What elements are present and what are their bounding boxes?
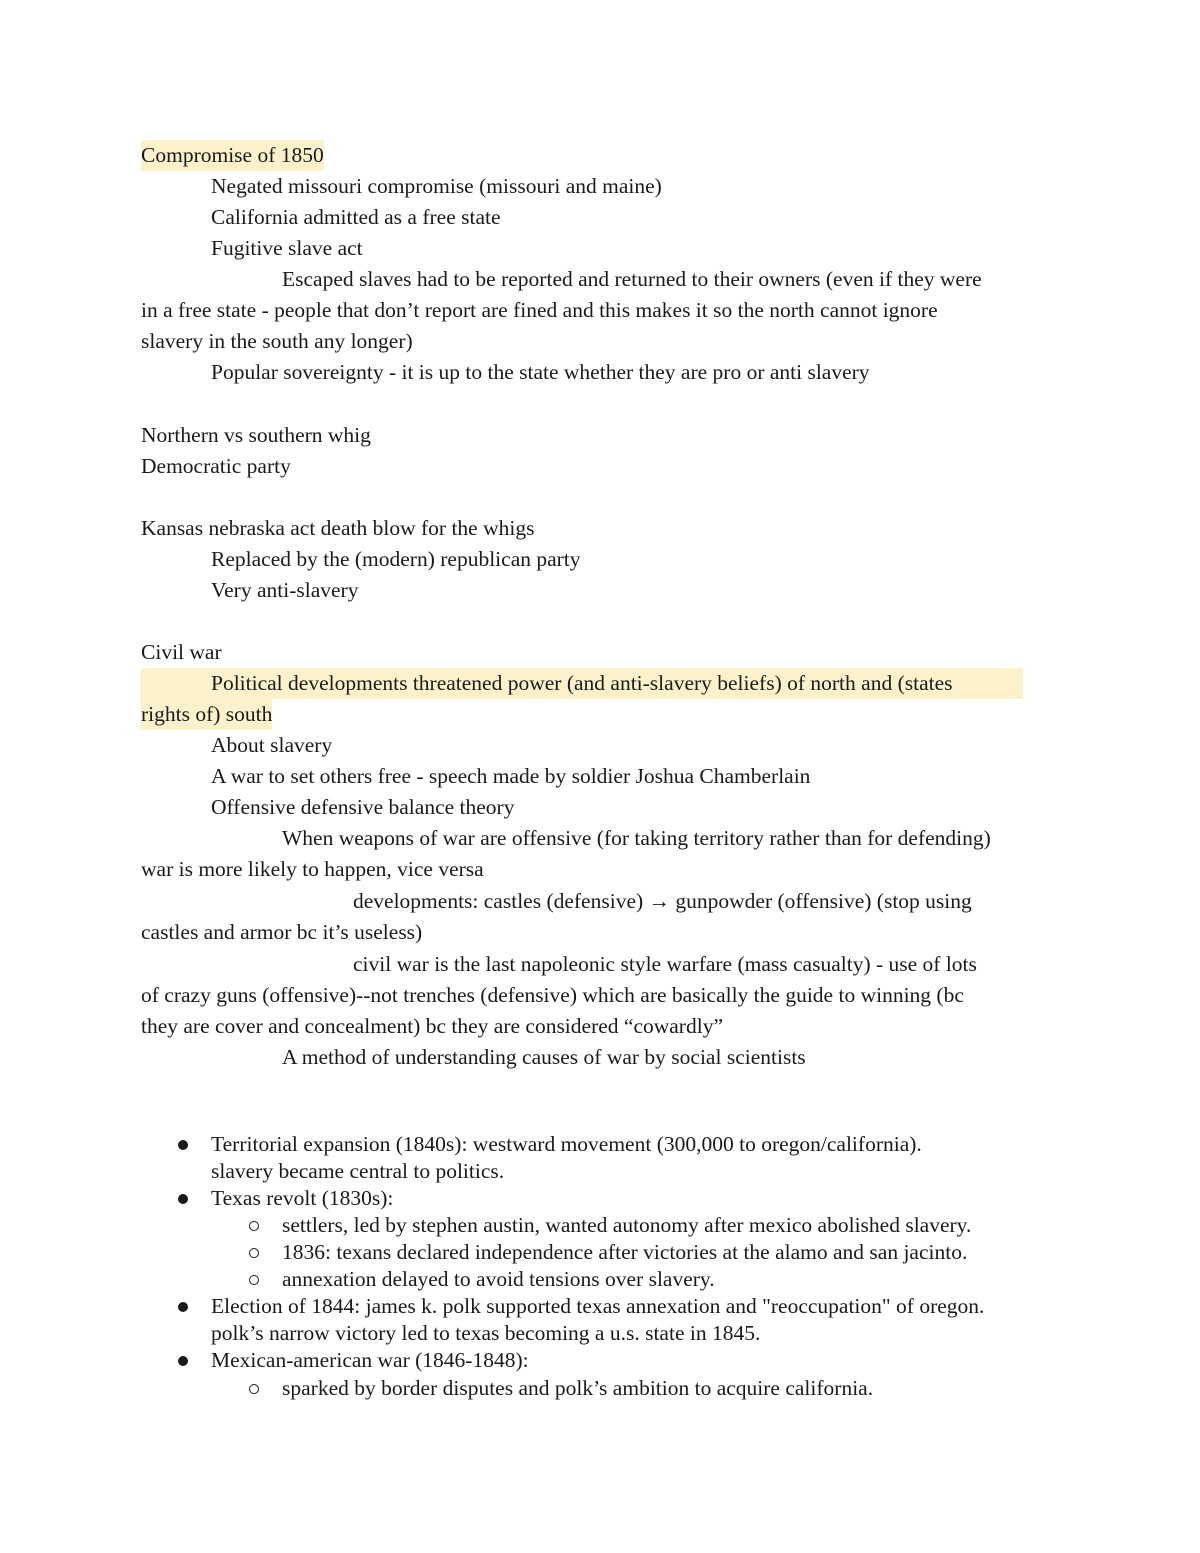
compromise-item-fugitive: Fugitive slave act: [211, 236, 363, 260]
method-line: A method of understanding causes of war by social scientists: [282, 1045, 806, 1069]
kansas-heading: Kansas nebraska act death blow for the whigs: [141, 516, 535, 540]
bullet-territorial-line-1: Territorial expansion (1840s): westward movement (300,000 to oregon/california).: [211, 1132, 922, 1156]
sub-bullet-annexation: annexation delayed to avoid tensions over slavery.: [282, 1267, 715, 1291]
fugitive-detail-line-2: in a free state - people that don’t report are fined and this makes it so the north cannot ignore: [141, 298, 938, 322]
bullet-election-line-1: Election of 1844: james k. polk supported texas annexation and "reoccupation" of oregon.: [211, 1294, 985, 1318]
civil-war-item-speech: A war to set others free - speech made by soldier Joshua Chamberlain: [211, 764, 811, 788]
sub-bullet-1836: 1836: texans declared independence after victories at the alamo and san jacinto.: [282, 1240, 968, 1264]
compromise-heading: Compromise of 1850: [141, 140, 324, 171]
civil-war-political-line-1: Political developments threatened power (and anti-slavery beliefs) of north and (states: [211, 671, 953, 695]
civil-war-heading: Civil war: [141, 640, 222, 664]
kansas-item-anti-slavery: Very anti-slavery: [211, 578, 359, 602]
fugitive-detail-line-1: Escaped slaves had to be reported and returned to their owners (even if they were: [282, 267, 982, 291]
theory-line-2: war is more likely to happen, vice versa: [141, 857, 484, 881]
sub-bullet-border-disputes: sparked by border disputes and polk’s ambition to acquire california.: [282, 1376, 874, 1400]
developments-line-1: developments: castles (defensive) → gunpowder (offensive) (stop using: [353, 889, 972, 913]
theory-line-1: When weapons of war are offensive (for taking territory rather than for defending): [282, 826, 991, 850]
bullet-icon: [178, 1302, 188, 1312]
parties-whig: Northern vs southern whig: [141, 423, 371, 447]
civil-war-item-about: About slavery: [211, 733, 333, 757]
kansas-item-republican: Replaced by the (modern) republican party: [211, 547, 581, 571]
parties-democratic: Democratic party: [141, 454, 291, 478]
sub-bullet-icon: [249, 1384, 259, 1394]
compromise-item-california: California admitted as a free state: [211, 205, 501, 229]
bullet-territorial-line-2: slavery became central to politics.: [211, 1159, 505, 1183]
sub-bullet-settlers: settlers, led by stephen austin, wanted autonomy after mexico abolished slavery.: [282, 1213, 972, 1237]
napoleonic-line-2: of crazy guns (offensive)--not trenches (defensive) which are basically the guide to winning (bc: [141, 983, 964, 1007]
compromise-item-negated: Negated missouri compromise (missouri and maine): [211, 174, 662, 198]
bullet-icon: [178, 1356, 188, 1366]
bullet-mexican-american-war: Mexican-american war (1846-1848):: [211, 1348, 529, 1372]
sub-bullet-icon: [249, 1221, 259, 1231]
fugitive-detail-line-3: slavery in the south any longer): [141, 329, 413, 353]
napoleonic-line-3: they are cover and concealment) bc they are considered “cowardly”: [141, 1014, 723, 1038]
sub-bullet-icon: [249, 1275, 259, 1285]
bullet-icon: [178, 1140, 188, 1150]
civil-war-political-line-2: rights of) south: [141, 699, 272, 730]
bullet-election-line-2: polk’s narrow victory led to texas becoming a u.s. state in 1845.: [211, 1321, 761, 1345]
civil-war-item-theory: Offensive defensive balance theory: [211, 795, 515, 819]
bullet-icon: [178, 1194, 188, 1204]
napoleonic-line-1: civil war is the last napoleonic style warfare (mass casualty) - use of lots: [353, 952, 977, 976]
compromise-item-popular-sovereignty: Popular sovereignty - it is up to the state whether they are pro or anti slavery: [211, 360, 870, 384]
developments-line-2: castles and armor bc it’s useless): [141, 920, 423, 944]
sub-bullet-icon: [249, 1248, 259, 1258]
bullet-texas-revolt: Texas revolt (1830s):: [211, 1186, 394, 1210]
